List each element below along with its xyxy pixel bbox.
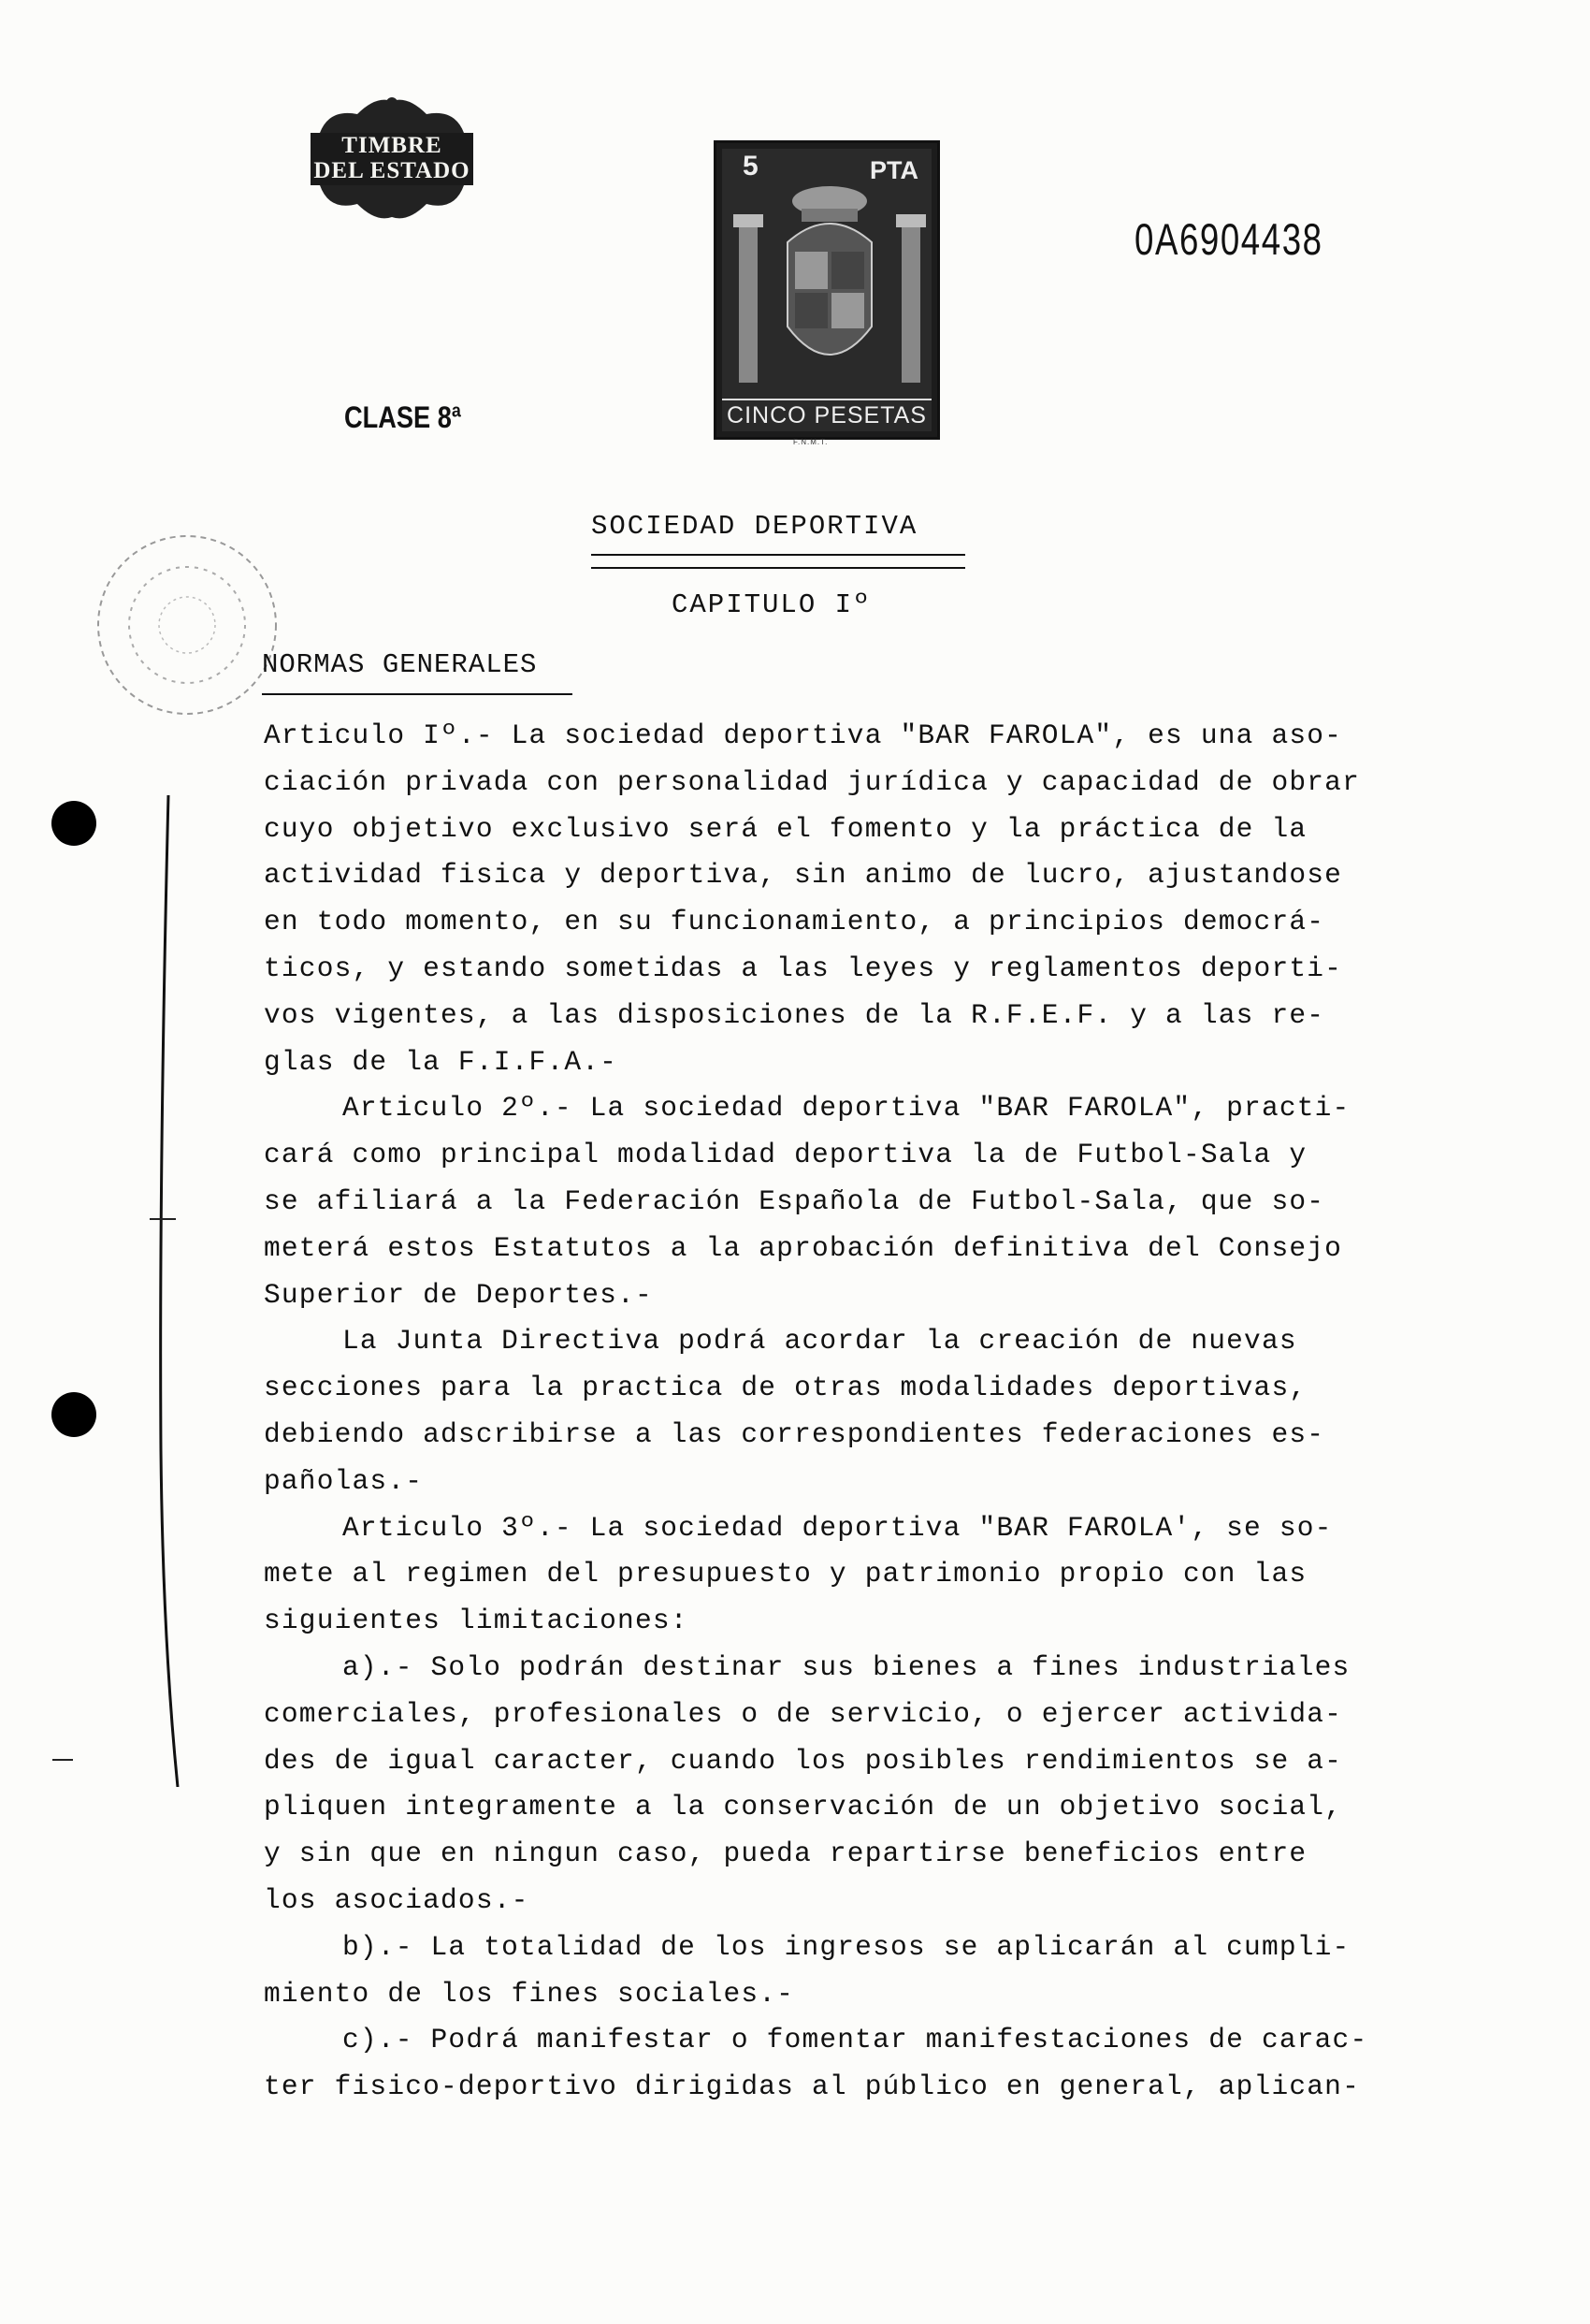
text-line: pañolas.-: [264, 1464, 424, 1497]
stamp-class: CLASE 8ª: [344, 400, 461, 434]
text-line: secciones para la practica de otras modalidades deportivas,: [264, 1372, 1308, 1404]
text-line: La Junta Directiva podrá acordar la creación de nuevas: [342, 1325, 1297, 1358]
section-heading: NORMAS GENERALES: [262, 649, 538, 680]
coat-of-arms-icon: [722, 186, 937, 392]
text-line: Articulo 2º.- La sociedad deportiva "BAR FAROLA", practi-: [342, 1092, 1351, 1125]
text-line: glas de la F.I.F.A.-: [264, 1045, 618, 1078]
stamp-value: 5: [743, 151, 759, 182]
text-line: miento de los fines sociales.-: [264, 1977, 795, 2010]
section-underline: [262, 693, 572, 695]
stamp-label: CINCO PESETAS: [722, 399, 932, 429]
title-underline: [591, 554, 965, 556]
text-line: c).- Podrá manifestar o fomentar manifestaciones de carac-: [342, 2024, 1368, 2056]
text-line: ter fisico-deportivo dirigidas al público en general, aplican-: [264, 2070, 1360, 2103]
punch-hole: [51, 1392, 96, 1437]
text-line: cará como principal modalidad deportiva la de Futbol-Sala y: [264, 1139, 1308, 1171]
text-line: debiendo adscribirse a las correspondientes federaciones es-: [264, 1417, 1325, 1450]
title-underline-2: [591, 567, 965, 569]
chapter-heading: CAPITULO Iº: [672, 589, 872, 620]
text-line: y sin que en ningun caso, pueda repartirse beneficios entre: [264, 1837, 1308, 1870]
text-line: en todo momento, en su funcionamiento, a principios democrá-: [264, 906, 1325, 938]
text-line: cuyo objetivo exclusivo será el fomento y la práctica de la: [264, 812, 1308, 845]
stamp-maker: F.N.M.T.: [793, 438, 829, 446]
text-line: Superior de Deportes.-: [264, 1278, 653, 1311]
text-line: a).- Solo podrán destinar sus bienes a fines industriales: [342, 1650, 1351, 1683]
timbre-line2: DEL ESTADO: [313, 158, 470, 183]
margin-tick: [52, 1759, 73, 1761]
seal-icon: [56, 513, 299, 737]
text-line: pliquen integramente a la conservación de un objetivo social,: [264, 1791, 1343, 1823]
timbre-line1: TIMBRE: [341, 133, 442, 158]
document-body: [264, 713, 1480, 2111]
punch-hole: [51, 801, 96, 846]
text-line: actividad fisica y deportiva, sin animo de lucro, ajustandose: [264, 859, 1343, 892]
text-line: vos vigentes, a las disposiciones de la R.F.E.F. y a las re-: [264, 998, 1325, 1031]
stamp-currency: PTA: [870, 156, 918, 184]
margin-tick: [150, 1218, 176, 1220]
text-line: Articulo Iº.- La sociedad deportiva "BAR FAROLA", es una aso-: [264, 719, 1343, 751]
text-line: des de igual caracter, cuando los posibles rendimientos se a-: [264, 1744, 1343, 1777]
faded-seal: [56, 513, 299, 737]
text-line: se afiliará a la Federación Española de Futbol-Sala, que so-: [264, 1184, 1325, 1217]
document-title: SOCIEDAD DEPORTIVA: [591, 511, 918, 542]
text-line: comerciales, profesionales o de servicio, o ejercer activida-: [264, 1697, 1343, 1730]
timbre-del-estado-emblem: [301, 92, 483, 225]
text-line: los asociados.-: [264, 1883, 529, 1916]
text-line: ticos, y estando sometidas a las leyes y reglamentos deporti-: [264, 951, 1343, 984]
text-line: mete al regimen del presupuesto y patrimonio propio con las: [264, 1558, 1308, 1590]
text-line: b).- La totalidad de los ingresos se aplicarán al cumpli-: [342, 1930, 1351, 1963]
text-line: ciación privada con personalidad jurídica y capacidad de obrar: [264, 765, 1360, 798]
text-line: Articulo 3º.- La sociedad deportiva "BAR FAROLA', se so-: [342, 1511, 1333, 1544]
text-line: meterá estos Estatutos a la aprobación definitiva del Consejo: [264, 1231, 1343, 1264]
text-line: siguientes limitaciones:: [264, 1605, 688, 1637]
serial-number: 0A6904438: [1135, 214, 1323, 264]
margin-pen-line: [150, 795, 187, 1787]
revenue-stamp: [714, 140, 940, 440]
